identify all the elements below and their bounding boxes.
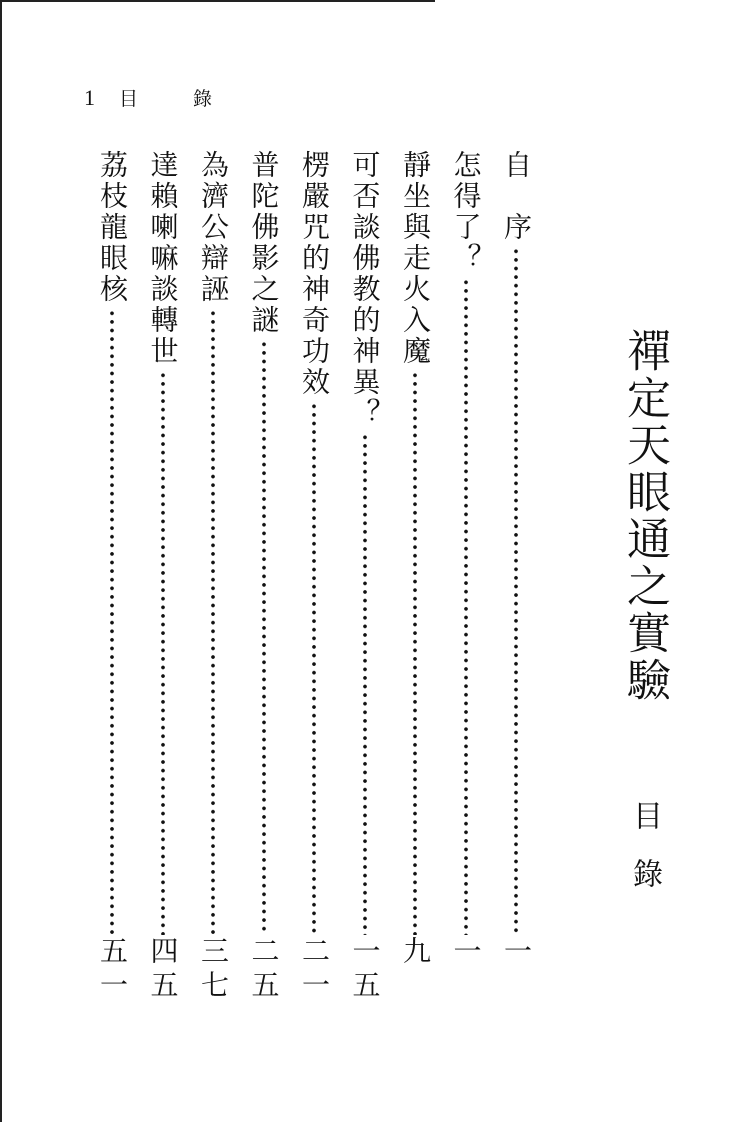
toc-entry-title: 可否談佛教的神異？: [348, 150, 382, 429]
running-header: [84, 84, 230, 111]
toc-entry-title: 靜坐與走火入魔: [399, 150, 432, 367]
section-title: 目錄: [627, 800, 662, 916]
toc-entry-title: 為濟公辯誣: [197, 150, 230, 305]
toc-leader-dots: [145, 371, 181, 935]
toc-entry-page: 一五: [348, 936, 382, 1004]
toc-entry-page: 三七: [197, 936, 230, 1004]
page-top-border: [0, 0, 435, 2]
toc-entry[interactable]: [246, 150, 282, 1010]
toc-entry-title: 怎得了？: [449, 150, 483, 274]
toc-leader-dots: [195, 309, 231, 935]
toc-entry[interactable]: [145, 150, 181, 1010]
toc-entry-title: 達賴喇嘛談轉世: [146, 150, 180, 367]
toc-leader-dots: [246, 340, 282, 935]
toc-entry-page: 九: [399, 936, 432, 970]
toc-entry-title: 荔枝龍眼核: [96, 150, 129, 305]
book-title: 禪定天眼通之實驗: [619, 328, 670, 704]
toc-entry-page: 五一: [96, 936, 129, 1004]
page-number: 1: [84, 85, 95, 110]
toc-entry[interactable]: [397, 150, 433, 1010]
toc-leader-dots: [448, 278, 484, 935]
toc-entry[interactable]: [296, 150, 332, 1010]
toc-leader-dots: [498, 247, 534, 935]
toc-entry-page: 一: [500, 936, 533, 970]
toc-leader-dots: [94, 309, 130, 935]
toc-entry-title: 楞嚴咒的神奇功效: [298, 150, 331, 398]
page-left-border: [0, 0, 2, 1122]
toc-leader-dots: [397, 371, 433, 935]
toc-entry[interactable]: [448, 150, 484, 1010]
toc-entry[interactable]: [195, 150, 231, 1010]
running-header-title: 目 錄: [119, 88, 231, 110]
toc-entry-page: 二一: [298, 936, 331, 1004]
toc-entry[interactable]: [94, 150, 130, 1010]
toc-entry-title: 普陀佛影之謎: [247, 150, 281, 336]
toc-entry-title: 自 序: [500, 150, 533, 243]
toc-entry[interactable]: [498, 150, 534, 1010]
toc-entry[interactable]: [347, 150, 383, 1010]
toc-entry-page: 一: [449, 936, 483, 970]
toc-leader-dots: [347, 433, 383, 935]
toc-leader-dots: [296, 402, 332, 935]
toc-entry-page: 二五: [247, 936, 281, 1004]
toc-entry-page: 四五: [146, 936, 180, 1004]
